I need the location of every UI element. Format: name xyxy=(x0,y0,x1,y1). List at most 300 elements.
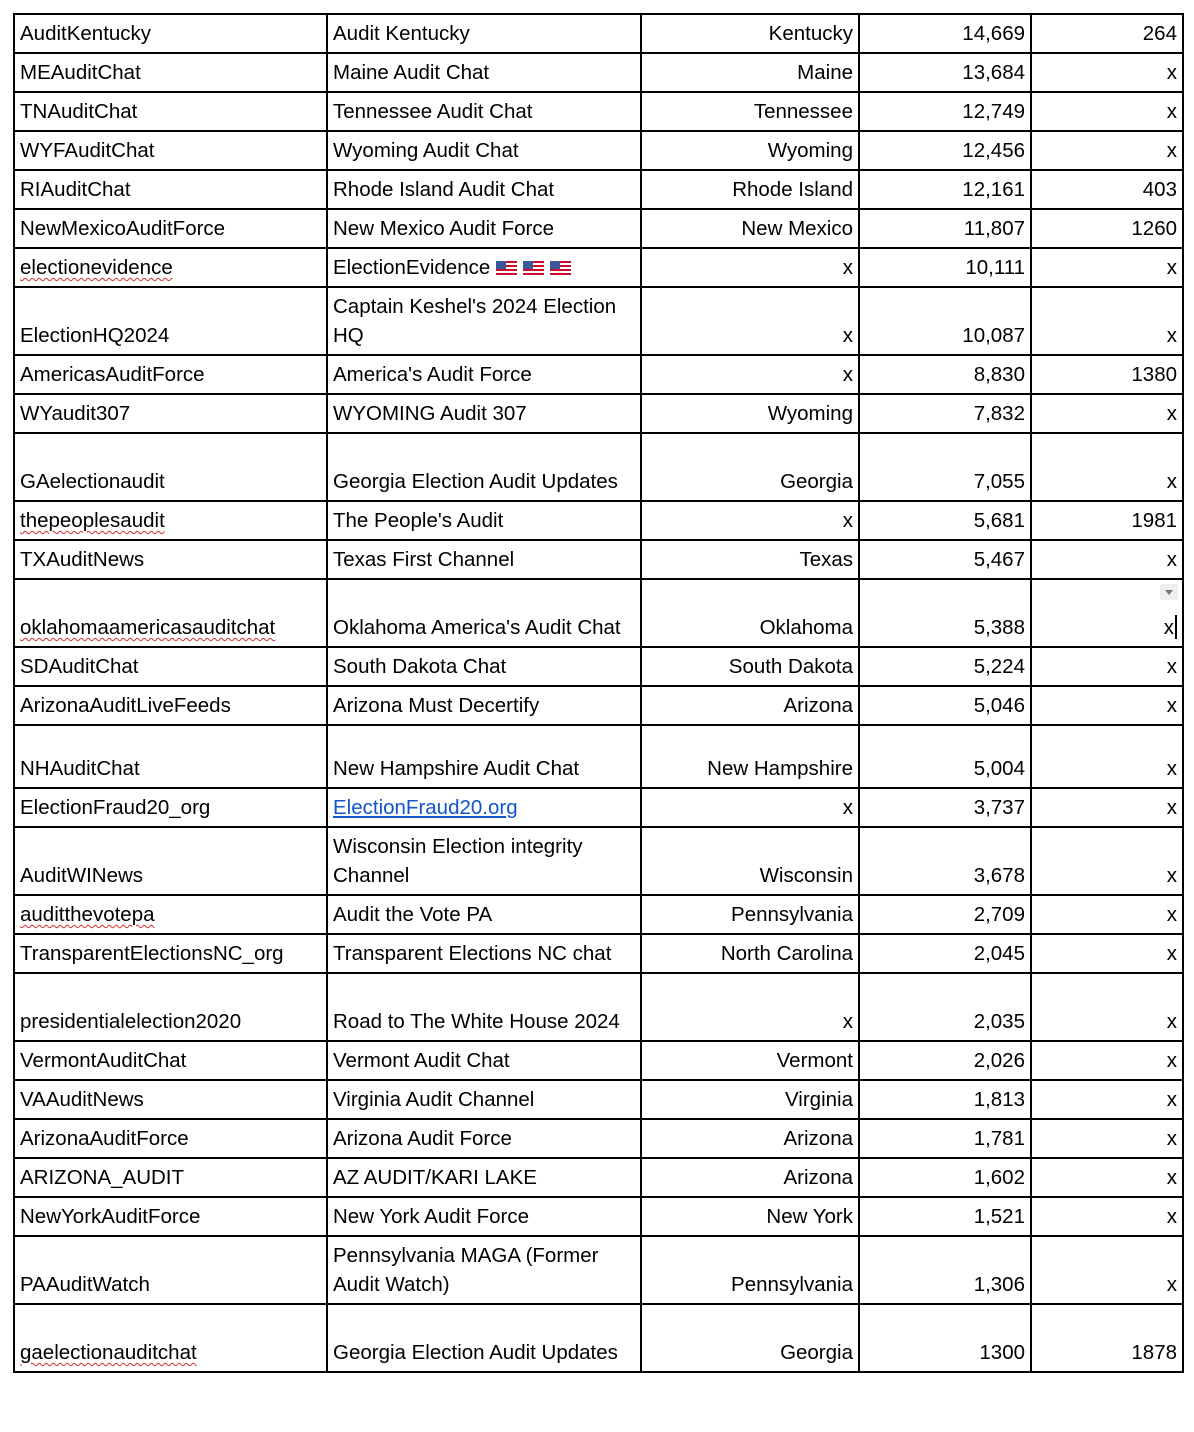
cell-extra[interactable] xyxy=(1031,1041,1183,1080)
cell-subscribers[interactable] xyxy=(859,1304,1031,1372)
username-text: gaelectionauditchat xyxy=(20,1341,197,1364)
table-row xyxy=(14,248,1183,287)
subscribers-value: 5,388 xyxy=(973,616,1025,639)
username-text: PAAuditWatch xyxy=(20,1273,150,1296)
table-row xyxy=(14,433,1183,501)
table-row xyxy=(14,1041,1183,1080)
channel-name-text: Georgia Election Audit Updates xyxy=(333,1341,618,1364)
cell-extra[interactable] xyxy=(1031,827,1183,895)
extra-value: x xyxy=(1166,864,1177,887)
cell-channel-name[interactable] xyxy=(327,1236,641,1304)
channel-name-text: South Dakota Chat xyxy=(333,655,507,678)
cell-channel-name[interactable] xyxy=(327,934,641,973)
cell-extra[interactable] xyxy=(1031,1304,1183,1372)
table-row xyxy=(14,1080,1183,1119)
cell-subscribers[interactable] xyxy=(859,1119,1031,1158)
state-text: Rhode Island xyxy=(732,178,853,201)
channel-link[interactable]: ElectionFraud20.org xyxy=(333,796,518,819)
table-row xyxy=(14,973,1183,1041)
username-text: TXAuditNews xyxy=(20,548,145,571)
channel-name-text: Road to The White House 2024 xyxy=(333,1010,620,1033)
cell-username[interactable] xyxy=(14,248,327,287)
channel-name-text: Virginia Audit Channel xyxy=(333,1088,535,1111)
subscribers-value: 1,306 xyxy=(973,1273,1025,1296)
cell-channel-name[interactable] xyxy=(327,170,641,209)
cell-username[interactable] xyxy=(14,934,327,973)
cell-state[interactable] xyxy=(641,647,859,686)
state-text: Arizona xyxy=(783,1166,853,1189)
us-flag-icon xyxy=(523,261,544,275)
extra-value: x xyxy=(1166,324,1177,347)
subscribers-value: 5,046 xyxy=(973,694,1025,717)
cell-subscribers[interactable] xyxy=(859,686,1031,725)
username-text: SDAuditChat xyxy=(20,655,139,678)
subscribers-value: 2,045 xyxy=(973,942,1025,965)
state-text: Texas xyxy=(799,548,853,571)
cell-username[interactable] xyxy=(14,1197,327,1236)
table-row xyxy=(14,895,1183,934)
cell-channel-name[interactable] xyxy=(327,579,641,647)
cell-state[interactable] xyxy=(641,355,859,394)
channel-name-text: AZ AUDIT/KARI LAKE xyxy=(333,1166,537,1189)
username-text: thepeoplesaudit xyxy=(20,509,165,532)
state-text: Kentucky xyxy=(768,22,853,45)
username-text: AuditWINews xyxy=(20,864,144,887)
extra-value: x xyxy=(1166,1088,1177,1111)
table-row xyxy=(14,170,1183,209)
extra-value: x xyxy=(1166,256,1177,279)
cell-subscribers[interactable] xyxy=(859,394,1031,433)
username-text: AuditKentucky xyxy=(20,22,152,45)
cell-extra[interactable] xyxy=(1031,1080,1183,1119)
table-row xyxy=(14,53,1183,92)
channel-name-text: The People's Audit xyxy=(333,509,504,532)
channel-name-text: America's Audit Force xyxy=(333,363,532,386)
channel-name-text: New Hampshire Audit Chat xyxy=(333,757,580,780)
cell-extra[interactable] xyxy=(1031,131,1183,170)
extra-value: 1260 xyxy=(1131,217,1177,240)
cell-channel-name[interactable] xyxy=(327,1080,641,1119)
subscribers-value: 10,087 xyxy=(962,324,1025,347)
subscribers-value: 2,035 xyxy=(973,1010,1025,1033)
cell-subscribers[interactable] xyxy=(859,355,1031,394)
cell-username[interactable] xyxy=(14,394,327,433)
cell-state[interactable] xyxy=(641,287,859,355)
channel-name-text: Vermont Audit Chat xyxy=(333,1049,510,1072)
cell-username[interactable] xyxy=(14,355,327,394)
cell-extra[interactable] xyxy=(1031,647,1183,686)
subscribers-value: 1,602 xyxy=(973,1166,1025,1189)
table-row xyxy=(14,579,1183,647)
channel-name-text: New York Audit Force xyxy=(333,1205,529,1228)
cell-subscribers[interactable] xyxy=(859,1197,1031,1236)
extra-value: x xyxy=(1166,1166,1177,1189)
cell-state[interactable] xyxy=(641,725,859,788)
cell-username[interactable] xyxy=(14,1119,327,1158)
cell-username[interactable] xyxy=(14,540,327,579)
extra-value: 264 xyxy=(1142,22,1177,45)
username-text: ARIZONA_AUDIT xyxy=(20,1166,185,1189)
extra-value: x xyxy=(1166,61,1177,84)
cell-state[interactable] xyxy=(641,934,859,973)
cell-extra[interactable] xyxy=(1031,287,1183,355)
cell-state[interactable] xyxy=(641,1158,859,1197)
subscribers-value: 1300 xyxy=(979,1341,1025,1364)
subscribers-value: 7,055 xyxy=(973,470,1025,493)
channel-name-text: Audit Kentucky xyxy=(333,22,470,45)
cell-state[interactable] xyxy=(641,579,859,647)
cell-subscribers[interactable] xyxy=(859,788,1031,827)
cell-channel-name[interactable] xyxy=(327,1158,641,1197)
extra-value: x xyxy=(1166,942,1177,965)
table-row xyxy=(14,725,1183,788)
username-text: AmericasAuditForce xyxy=(20,363,205,386)
state-text: Oklahoma xyxy=(759,616,853,639)
cell-extra[interactable] xyxy=(1031,540,1183,579)
username-text: VAAuditNews xyxy=(20,1088,144,1111)
cell-subscribers[interactable] xyxy=(859,53,1031,92)
cell-username[interactable] xyxy=(14,1158,327,1197)
cell-channel-name[interactable] xyxy=(327,647,641,686)
state-text: New Hampshire xyxy=(707,757,853,780)
cell-username[interactable] xyxy=(14,287,327,355)
username-text: ElectionHQ2024 xyxy=(20,324,170,347)
cell-state[interactable] xyxy=(641,895,859,934)
cell-channel-name[interactable] xyxy=(327,1119,641,1158)
cell-extra[interactable] xyxy=(1031,725,1183,788)
cell-channel-name[interactable] xyxy=(327,895,641,934)
cell-state[interactable] xyxy=(641,827,859,895)
cell-channel-name[interactable] xyxy=(327,53,641,92)
cell-state[interactable] xyxy=(641,248,859,287)
cell-channel-name[interactable] xyxy=(327,131,641,170)
table-row xyxy=(14,1236,1183,1304)
cell-state[interactable] xyxy=(641,1041,859,1080)
cell-subscribers[interactable] xyxy=(859,1041,1031,1080)
cell-channel-name[interactable] xyxy=(327,501,641,540)
cell-subscribers[interactable] xyxy=(859,131,1031,170)
cell-channel-name[interactable] xyxy=(327,686,641,725)
state-text: New York xyxy=(766,1205,853,1228)
cell-channel-name[interactable] xyxy=(327,248,641,287)
cell-extra[interactable] xyxy=(1031,53,1183,92)
cell-extra[interactable] xyxy=(1031,788,1183,827)
cell-extra[interactable] xyxy=(1031,686,1183,725)
cell-username[interactable] xyxy=(14,788,327,827)
cell-state[interactable] xyxy=(641,540,859,579)
extra-value: 1380 xyxy=(1131,363,1177,386)
channel-name-text: Arizona Audit Force xyxy=(333,1127,512,1150)
cell-username[interactable] xyxy=(14,1080,327,1119)
channel-name-text: Pennsylvania MAGA (Former Audit Watch) xyxy=(333,1244,599,1296)
spreadsheet-body xyxy=(14,14,1183,1372)
cell-state[interactable] xyxy=(641,1236,859,1304)
channel-name-text: Wisconsin Election integrity Channel xyxy=(333,835,583,887)
cell-username[interactable] xyxy=(14,1304,327,1372)
channel-name-text: ElectionEvidence xyxy=(333,256,491,279)
username-text: NewYorkAuditForce xyxy=(20,1205,201,1228)
state-text: Wyoming xyxy=(767,139,853,162)
cell-state[interactable] xyxy=(641,1304,859,1372)
subscribers-value: 1,521 xyxy=(973,1205,1025,1228)
state-text: x xyxy=(842,363,853,386)
subscribers-value: 12,749 xyxy=(962,100,1025,123)
cell-subscribers[interactable] xyxy=(859,973,1031,1041)
state-text: x xyxy=(842,796,853,819)
cell-state[interactable] xyxy=(641,14,859,53)
state-text: South Dakota xyxy=(728,655,853,678)
state-text: x xyxy=(842,1010,853,1033)
cell-state[interactable] xyxy=(641,394,859,433)
table-row xyxy=(14,827,1183,895)
state-text: Pennsylvania xyxy=(731,1273,853,1296)
username-text: oklahomaamericasauditchat xyxy=(20,616,276,639)
cell-channel-name[interactable] xyxy=(327,788,641,827)
cell-channel-name[interactable] xyxy=(327,1041,641,1080)
extra-value: x xyxy=(1166,1127,1177,1150)
cell-channel-name[interactable] xyxy=(327,394,641,433)
state-text: Virginia xyxy=(785,1088,853,1111)
cell-channel-name[interactable] xyxy=(327,14,641,53)
subscribers-value: 8,830 xyxy=(973,363,1025,386)
username-text: ArizonaAuditLiveFeeds xyxy=(20,694,231,717)
cell-extra[interactable] xyxy=(1031,209,1183,248)
cell-channel-name[interactable] xyxy=(327,433,641,501)
cell-subscribers[interactable] xyxy=(859,934,1031,973)
cell-extra[interactable] xyxy=(1031,895,1183,934)
channel-name-text: Wyoming Audit Chat xyxy=(333,139,519,162)
cell-extra[interactable] xyxy=(1031,433,1183,501)
extra-value: 403 xyxy=(1142,178,1177,201)
cell-channel-name[interactable] xyxy=(327,1197,641,1236)
state-text: Arizona xyxy=(783,1127,853,1150)
subscribers-value: 7,832 xyxy=(973,402,1025,425)
cell-extra[interactable] xyxy=(1031,1197,1183,1236)
subscribers-value: 3,737 xyxy=(973,796,1025,819)
username-text: VermontAuditChat xyxy=(20,1049,187,1072)
state-text: x xyxy=(842,256,853,279)
cell-username[interactable] xyxy=(14,686,327,725)
username-text: NewMexicoAuditForce xyxy=(20,217,226,240)
cell-subscribers[interactable] xyxy=(859,725,1031,788)
state-text: Pennsylvania xyxy=(731,903,853,926)
state-text: Georgia xyxy=(780,470,853,493)
cell-channel-name[interactable] xyxy=(327,355,641,394)
username-text: TNAuditChat xyxy=(20,100,138,123)
cell-username[interactable] xyxy=(14,1236,327,1304)
cell-extra[interactable] xyxy=(1031,579,1183,647)
cell-state[interactable] xyxy=(641,501,859,540)
extra-value: x xyxy=(1166,903,1177,926)
extra-value: x xyxy=(1166,548,1177,571)
state-text: Tennessee xyxy=(753,100,853,123)
cell-username[interactable] xyxy=(14,725,327,788)
subscribers-value: 5,004 xyxy=(973,757,1025,780)
cell-state[interactable] xyxy=(641,1197,859,1236)
spreadsheet-table xyxy=(13,13,1184,1373)
cell-username[interactable] xyxy=(14,895,327,934)
state-text: x xyxy=(842,324,853,347)
cell-username[interactable] xyxy=(14,131,327,170)
table-row xyxy=(14,394,1183,433)
cell-extra[interactable] xyxy=(1031,394,1183,433)
cell-subscribers[interactable] xyxy=(859,540,1031,579)
cell-username[interactable] xyxy=(14,579,327,647)
cell-subscribers[interactable] xyxy=(859,827,1031,895)
dropdown-arrow-icon[interactable] xyxy=(1160,584,1178,600)
cell-state[interactable] xyxy=(641,209,859,248)
extra-value: x xyxy=(1166,1049,1177,1072)
extra-value: x xyxy=(1166,100,1177,123)
subscribers-value: 5,681 xyxy=(973,509,1025,532)
cell-username[interactable] xyxy=(14,14,327,53)
cell-subscribers[interactable] xyxy=(859,92,1031,131)
cell-subscribers[interactable] xyxy=(859,1158,1031,1197)
cell-subscribers[interactable] xyxy=(859,895,1031,934)
username-text: NHAuditChat xyxy=(20,757,140,780)
cell-extra[interactable] xyxy=(1031,1119,1183,1158)
extra-value: x xyxy=(1166,1010,1177,1033)
us-flag-icon xyxy=(550,261,571,275)
cell-subscribers[interactable] xyxy=(859,1080,1031,1119)
state-text: Arizona xyxy=(783,694,853,717)
cell-channel-name[interactable] xyxy=(327,1304,641,1372)
cell-state[interactable] xyxy=(641,686,859,725)
cell-username[interactable] xyxy=(14,170,327,209)
cell-username[interactable] xyxy=(14,92,327,131)
cell-username[interactable] xyxy=(14,647,327,686)
cell-subscribers[interactable] xyxy=(859,287,1031,355)
channel-name-text: Rhode Island Audit Chat xyxy=(333,178,555,201)
cell-state[interactable] xyxy=(641,53,859,92)
cell-subscribers[interactable] xyxy=(859,501,1031,540)
text-cursor xyxy=(1175,615,1177,639)
state-text: North Carolina xyxy=(720,942,853,965)
cell-channel-name[interactable] xyxy=(327,92,641,131)
table-row xyxy=(14,686,1183,725)
cell-username[interactable] xyxy=(14,1041,327,1080)
cell-extra[interactable] xyxy=(1031,92,1183,131)
cell-extra[interactable] xyxy=(1031,355,1183,394)
extra-value: 1981 xyxy=(1131,509,1177,532)
channel-name-text: Oklahoma America's Audit Chat xyxy=(333,616,621,639)
channel-name-text: New Mexico Audit Force xyxy=(333,217,555,240)
subscribers-value: 13,684 xyxy=(962,61,1025,84)
cell-channel-name[interactable] xyxy=(327,827,641,895)
cell-subscribers[interactable] xyxy=(859,579,1031,647)
cell-username[interactable] xyxy=(14,501,327,540)
channel-name-text: Tennessee Audit Chat xyxy=(333,100,533,123)
cell-channel-name[interactable] xyxy=(327,725,641,788)
subscribers-value: 12,161 xyxy=(962,178,1025,201)
channel-name-text: Maine Audit Chat xyxy=(333,61,490,84)
username-text: RIAuditChat xyxy=(20,178,131,201)
subscribers-value: 3,678 xyxy=(973,864,1025,887)
cell-state[interactable] xyxy=(641,788,859,827)
cell-subscribers[interactable] xyxy=(859,248,1031,287)
cell-channel-name[interactable] xyxy=(327,209,641,248)
extra-value: x xyxy=(1166,470,1177,493)
cell-state[interactable] xyxy=(641,170,859,209)
username-text: MEAuditChat xyxy=(20,61,141,84)
state-text: Wyoming xyxy=(767,402,853,425)
cell-channel-name[interactable] xyxy=(327,287,641,355)
cell-username[interactable] xyxy=(14,973,327,1041)
table-row xyxy=(14,92,1183,131)
cell-extra[interactable] xyxy=(1031,170,1183,209)
username-text: WYFAuditChat xyxy=(20,139,155,162)
cell-extra[interactable] xyxy=(1031,248,1183,287)
cell-extra[interactable] xyxy=(1031,14,1183,53)
subscribers-value: 5,467 xyxy=(973,548,1025,571)
cell-subscribers[interactable] xyxy=(859,1236,1031,1304)
cell-channel-name[interactable] xyxy=(327,973,641,1041)
cell-state[interactable] xyxy=(641,433,859,501)
channel-name-text: Captain Keshel's 2024 Election HQ xyxy=(333,295,617,347)
table-row xyxy=(14,14,1183,53)
cell-extra[interactable] xyxy=(1031,501,1183,540)
cell-username[interactable] xyxy=(14,433,327,501)
state-text: Wisconsin xyxy=(759,864,853,887)
cell-username[interactable] xyxy=(14,53,327,92)
cell-state[interactable] xyxy=(641,131,859,170)
table-row xyxy=(14,788,1183,827)
username-text: presidentialelection2020 xyxy=(20,1010,242,1033)
state-text: Maine xyxy=(797,61,853,84)
table-row xyxy=(14,1304,1183,1372)
extra-value: x xyxy=(1166,757,1177,780)
cell-subscribers[interactable] xyxy=(859,170,1031,209)
username-text: ArizonaAuditForce xyxy=(20,1127,189,1150)
subscribers-value: 1,813 xyxy=(973,1088,1025,1111)
table-row xyxy=(14,131,1183,170)
cell-subscribers[interactable] xyxy=(859,14,1031,53)
channel-name-text: Georgia Election Audit Updates xyxy=(333,470,618,493)
table-row xyxy=(14,1197,1183,1236)
cell-subscribers[interactable] xyxy=(859,433,1031,501)
username-text: WYaudit307 xyxy=(20,402,131,425)
cell-extra[interactable] xyxy=(1031,934,1183,973)
cell-extra[interactable] xyxy=(1031,1236,1183,1304)
cell-state[interactable] xyxy=(641,92,859,131)
cell-state[interactable] xyxy=(641,1080,859,1119)
cell-extra[interactable] xyxy=(1031,1158,1183,1197)
extra-value: x xyxy=(1166,402,1177,425)
cell-subscribers[interactable] xyxy=(859,209,1031,248)
extra-value: x xyxy=(1163,616,1174,639)
channel-name-text: Transparent Elections NC chat xyxy=(333,942,612,965)
extra-value: x xyxy=(1166,796,1177,819)
username-text: ElectionFraud20_org xyxy=(20,796,211,819)
subscribers-value: 2,026 xyxy=(973,1049,1025,1072)
cell-channel-name[interactable] xyxy=(327,540,641,579)
table-row xyxy=(14,934,1183,973)
subscribers-value: 14,669 xyxy=(962,22,1025,45)
cell-state[interactable] xyxy=(641,973,859,1041)
cell-username[interactable] xyxy=(14,827,327,895)
subscribers-value: 11,807 xyxy=(963,217,1025,240)
cell-subscribers[interactable] xyxy=(859,647,1031,686)
cell-username[interactable] xyxy=(14,209,327,248)
table-row xyxy=(14,540,1183,579)
username-text: TransparentElectionsNC_org xyxy=(20,942,284,965)
subscribers-value: 2,709 xyxy=(973,903,1025,926)
cell-state[interactable] xyxy=(641,1119,859,1158)
subscribers-value: 5,224 xyxy=(973,655,1025,678)
cell-extra[interactable] xyxy=(1031,973,1183,1041)
subscribers-value: 1,781 xyxy=(973,1127,1025,1150)
state-text: New Mexico xyxy=(741,217,853,240)
